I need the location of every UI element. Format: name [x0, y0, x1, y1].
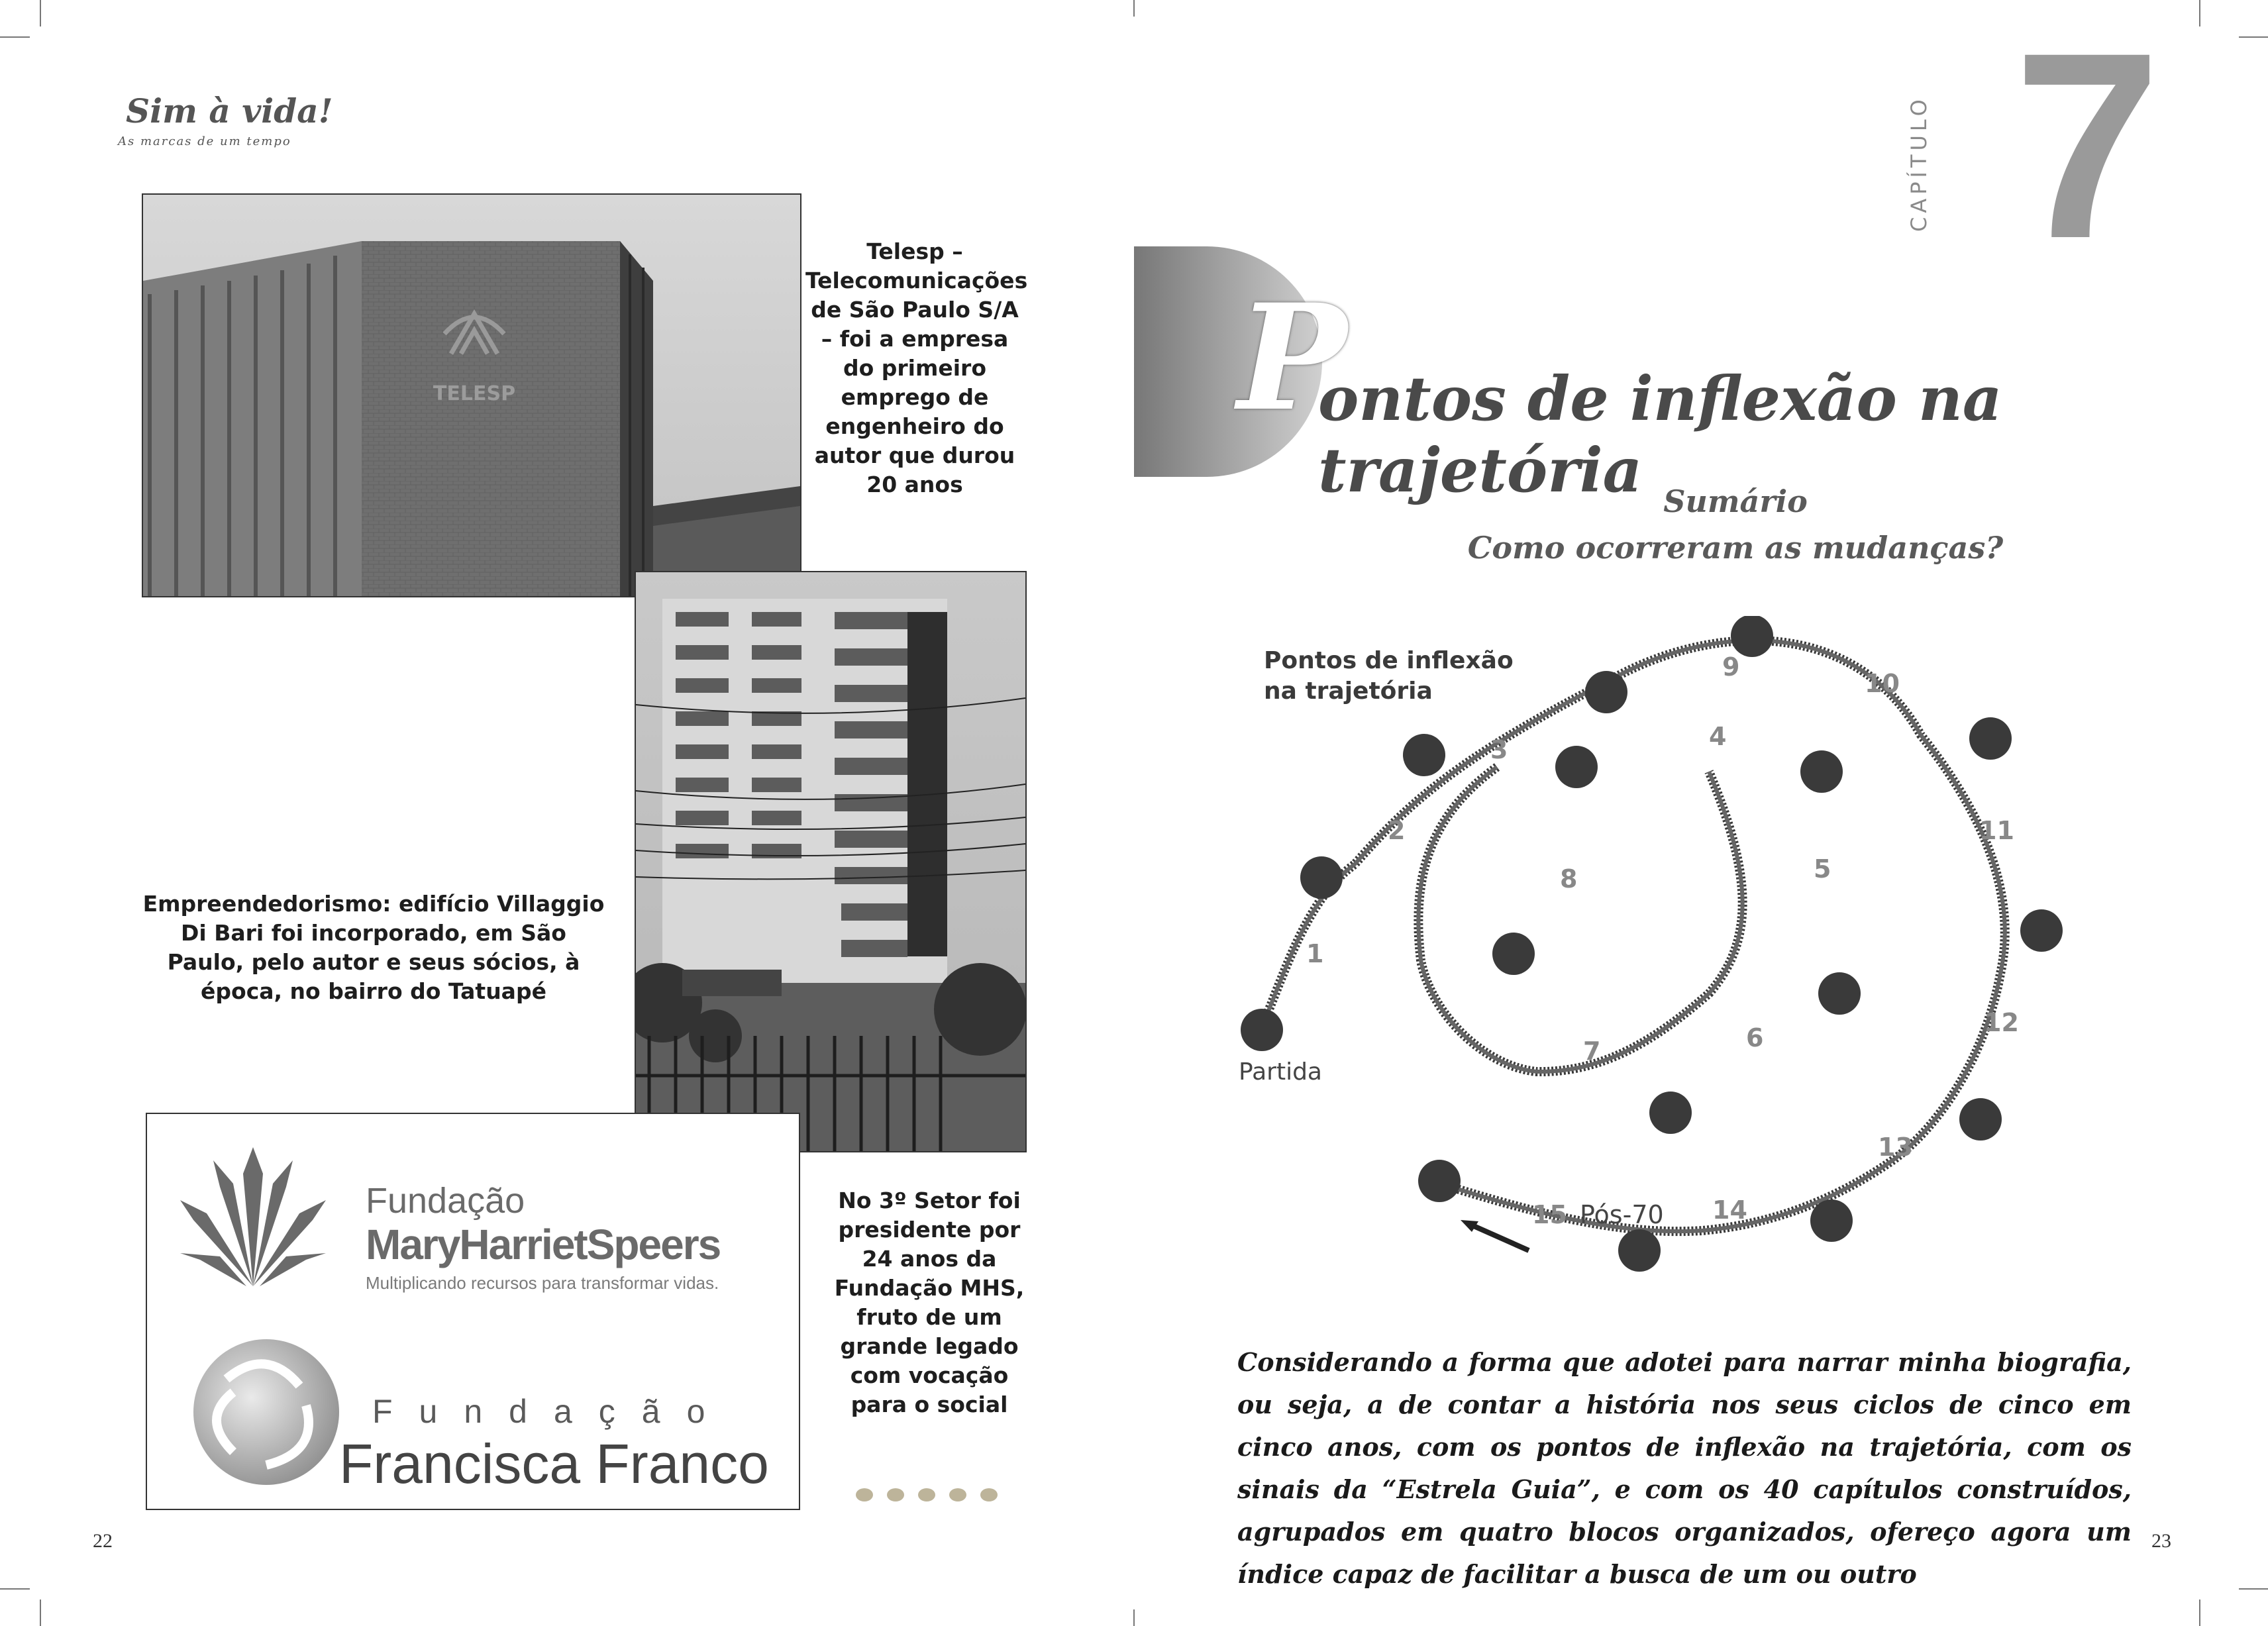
diagram-end-label: Pós-70 [1580, 1200, 1664, 1229]
telesp-building-photo [142, 193, 801, 597]
ff-logo-line2: Francisca Franco [339, 1433, 769, 1495]
caption-telesp: Telesp – Telecomunicações de São Paulo S/A – foi a empresa do primeiro emprego de engenheiro do autor que durou 20 anos [805, 238, 1028, 497]
villaggio-building-photo [635, 571, 1027, 1152]
crop-mark [2199, 0, 2200, 26]
crop-mark [0, 36, 30, 38]
diagram-point-label: 7 [1583, 1037, 1601, 1066]
diagram-point-label: 3 [1490, 735, 1508, 764]
diagram-point-label: 2 [1388, 816, 1406, 845]
diagram-point-label: 8 [1560, 864, 1578, 893]
book-subtitle: As marcas de um tempo [118, 134, 291, 148]
page-number-left: 22 [93, 1530, 113, 1552]
chapter-body-text: Considerando a forma que adotei para narrar minha biografia, ou seja, a de contar a história nos seus ciclos de cinco em cinco anos, com os pontos de inflexão na trajetória, com os sinais da “Estrela Guia”, e com os 40 capítulos construídos, agrupados em quatro blocos organizados, ofereço agora um índice capaz de facilitar a busca de um ou outro [1237, 1347, 2132, 1589]
diagram-point-label: 9 [1722, 652, 1740, 682]
ff-logo-line1: Fundação [372, 1393, 732, 1430]
crop-mark [40, 0, 41, 26]
crop-mark [2199, 1600, 2200, 1626]
foundation-logos-box [146, 1113, 800, 1510]
crop-mark [2239, 1588, 2268, 1590]
diagram-point-label: 13 [1878, 1133, 1913, 1162]
book-title: Sim à vida! [126, 91, 333, 130]
diagram-point-label: 15 [1532, 1200, 1567, 1229]
inflection-diagram [1232, 616, 2120, 1285]
diagram-point-label: 10 [1865, 669, 1900, 698]
ff-logo-icon [187, 1333, 346, 1492]
diagram-point-label: 5 [1814, 854, 1831, 884]
diagram-point-label: 12 [1984, 1008, 2019, 1037]
diagram-point-label: 1 [1306, 939, 1324, 968]
caption-villaggio: Empreendedorismo: edifício Villaggio Di Bari foi incorporado, em São Paulo, pelo autor e seus sócios, à época, no bairro do Tatuapé [142, 891, 605, 1004]
diagram-point-label: 11 [1979, 816, 2014, 845]
crop-mark [2239, 36, 2268, 38]
crop-mark [0, 1588, 30, 1590]
title-initial: P [1237, 272, 1347, 443]
decorative-dots [851, 1484, 1004, 1506]
trajectory-path [1232, 616, 2120, 1285]
chapter-label: CAPÍTULO [1906, 95, 1932, 232]
crop-mark [1133, 1609, 1135, 1626]
chapter-title: ontos de inflexão na trajetória [1318, 363, 2002, 506]
diagram-point-label: 14 [1712, 1195, 1747, 1225]
mhs-logo-line2: MaryHarrietSpeers [366, 1221, 721, 1268]
mhs-logo-tagline: Multiplicando recursos para transformar vidas. [366, 1273, 719, 1293]
diagram-point-label: 4 [1709, 722, 1727, 751]
caption-mhs: No 3º Setor foi presidente por 24 anos da Fundação MHS, fruto de um grande legado com vocação para o social [834, 1188, 1025, 1417]
crop-mark [40, 1600, 41, 1626]
mhs-logo-line1: Fundação [366, 1181, 525, 1221]
diagram-title-line2: na trajetória [1264, 678, 1433, 705]
crop-mark [1133, 0, 1135, 17]
diagram-title-line1: Pontos de inflexão [1264, 647, 1514, 674]
page-number-right: 23 [2151, 1530, 2171, 1552]
mhs-logo-icon [180, 1147, 326, 1299]
diagram-start-label: Partida [1239, 1058, 1322, 1086]
summary-subheading: Como ocorreram as mudanças? [1467, 530, 2004, 566]
telesp-sign: TELESP [433, 382, 516, 405]
chapter-number: 7 [2014, 0, 2161, 293]
diagram-point-label: 6 [1746, 1023, 1764, 1052]
summary-heading: Sumário [1663, 483, 1808, 519]
